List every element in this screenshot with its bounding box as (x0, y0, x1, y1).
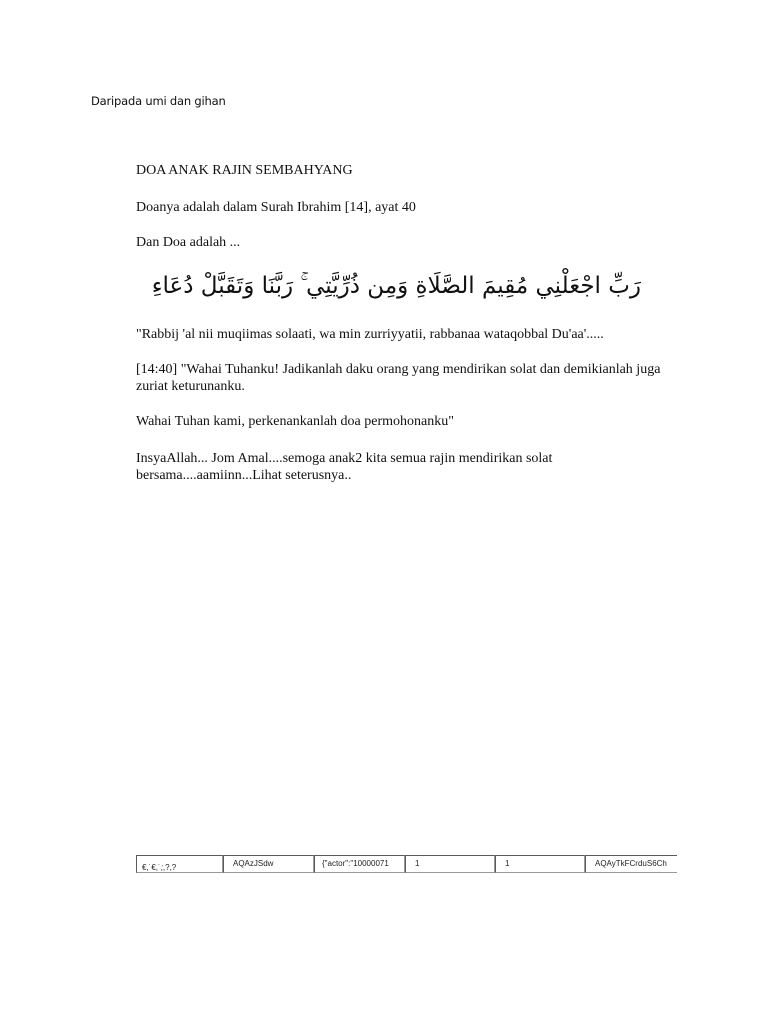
translation-continued: Wahai Tuhan kami, perkenankanlah doa permohonanku" (136, 414, 454, 429)
data-cell: 1 (405, 855, 495, 873)
arabic-verse: رَبِّ اجْعَلْنِي مُقِيمَ الصَّلَاةِ وَمِن ذُرِّيَّتِي ۚ رَبَّنَا وَتَقَبَّلْ دُعَاءِ (151, 273, 641, 299)
closing-remark: InsyaAllah... Jom Amal....semoga anak2 kita semua rajin mendirikan solat bersama....aamiinn...Lihat seterusnya.. (136, 451, 553, 483)
data-cell: 1 (495, 855, 585, 873)
data-cell: {"actor":"10000071 (314, 855, 405, 873)
surah-reference: Doanya adalah dalam Surah Ibrahim [14], ayat 40 (136, 200, 416, 215)
article-title: DOA ANAK RAJIN SEMBAHYANG (136, 163, 353, 178)
data-strip (136, 855, 677, 875)
data-cell: AQAzJSdw (223, 855, 314, 873)
header-note: Daripada umi dan gihan (91, 94, 226, 108)
translation: [14:40] "Wahai Tuhanku! Jadikanlah daku orang yang mendirikan solat dan demikianlah juga zuriat keturunanku. (136, 362, 661, 394)
transliteration: "Rabbij 'al nii muqiimas solaati, wa min zurriyyatii, rabbanaa wataqobbal Du'aa'..... (136, 327, 604, 342)
data-cell: AQAyTkFCrduS6Ch (585, 855, 677, 873)
intro-line: Dan Doa adalah ... (136, 235, 241, 250)
data-cell: €,˙€,˙,ᡃ,?,? (136, 855, 223, 873)
